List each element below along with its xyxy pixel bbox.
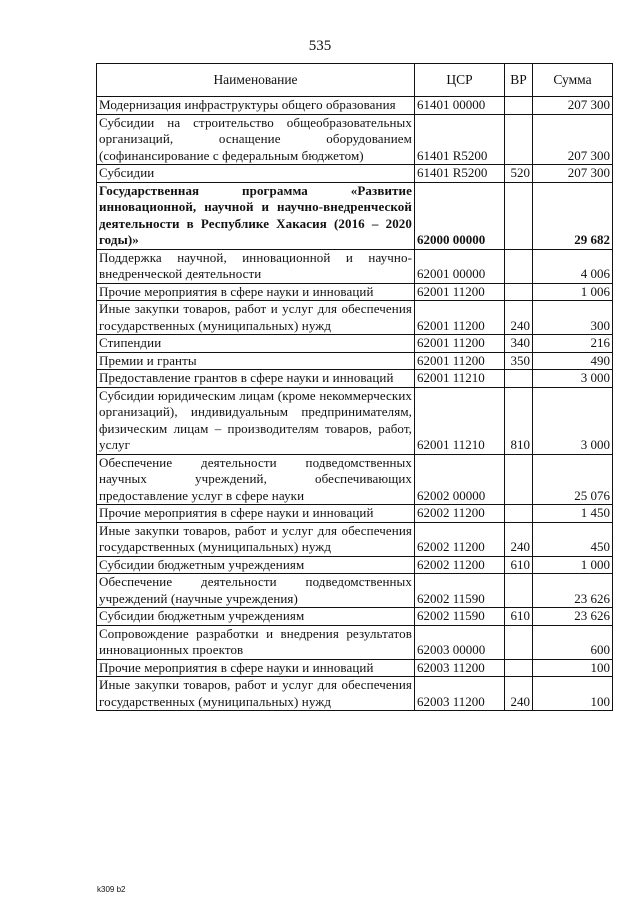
row-name: Прочие мероприятия в сфере науки и инноваций	[97, 283, 415, 301]
row-sum: 207 300	[533, 114, 613, 165]
header-name: Наименование	[97, 64, 415, 97]
row-vr	[505, 370, 533, 388]
row-csr: 62001 11200	[415, 352, 505, 370]
row-csr: 62002 11590	[415, 574, 505, 608]
row-name: Иные закупки товаров, работ и услуг для обеспечения государственных (муниципальных) нужд	[97, 677, 415, 711]
row-name: Модернизация инфраструктуры общего образования	[97, 97, 415, 115]
row-name: Стипендии	[97, 335, 415, 353]
row-vr: 810	[505, 387, 533, 454]
table-row	[97, 283, 613, 301]
table-row	[97, 352, 613, 370]
row-sum: 29 682	[533, 182, 613, 249]
row-vr	[505, 182, 533, 249]
row-csr: 62000 00000	[415, 182, 505, 249]
row-vr	[505, 114, 533, 165]
row-name: Субсидии на строительство общеобразовательных организаций, оснащение оборудованием (софинансирование с федеральным бюджетом)	[97, 114, 415, 165]
row-name: Субсидии юридическим лицам (кроме некоммерческих организаций), индивидуальным предпринимателям, физическим лицам – производителям товаров, работ, услуг	[97, 387, 415, 454]
row-vr	[505, 283, 533, 301]
row-name: Прочие мероприятия в сфере науки и инноваций	[97, 659, 415, 677]
row-csr: 62003 00000	[415, 625, 505, 659]
row-sum: 3 000	[533, 387, 613, 454]
table-row-program	[97, 182, 613, 249]
row-csr: 62001 00000	[415, 249, 505, 283]
row-csr: 62001 11200	[415, 283, 505, 301]
row-csr: 62002 11200	[415, 556, 505, 574]
row-name: Иные закупки товаров, работ и услуг для обеспечения государственных (муниципальных) нужд	[97, 522, 415, 556]
row-sum: 1 000	[533, 556, 613, 574]
row-csr: 62001 11210	[415, 387, 505, 454]
table-row	[97, 370, 613, 388]
row-sum: 207 300	[533, 97, 613, 115]
table-row	[97, 249, 613, 283]
row-name: Субсидии бюджетным учреждениям	[97, 556, 415, 574]
row-name: Поддержка научной, инновационной и научно-внедренческой деятельности	[97, 249, 415, 283]
row-vr: 240	[505, 677, 533, 711]
row-vr: 340	[505, 335, 533, 353]
row-name: Сопровождение разработки и внедрения результатов инновационных проектов	[97, 625, 415, 659]
table-row	[97, 677, 613, 711]
row-vr	[505, 249, 533, 283]
table-row	[97, 625, 613, 659]
table-row	[97, 454, 613, 505]
row-name: Прочие мероприятия в сфере науки и инноваций	[97, 505, 415, 523]
table-row	[97, 522, 613, 556]
row-name: Обеспечение деятельности подведомственных учреждений (научные учреждения)	[97, 574, 415, 608]
row-vr	[505, 505, 533, 523]
row-name: Субсидии бюджетным учреждениям	[97, 608, 415, 626]
row-vr: 610	[505, 556, 533, 574]
table-row	[97, 574, 613, 608]
row-sum: 216	[533, 335, 613, 353]
header-vr: ВР	[505, 64, 533, 97]
row-vr	[505, 659, 533, 677]
table-row	[97, 659, 613, 677]
table-row	[97, 97, 613, 115]
row-csr: 62001 11200	[415, 301, 505, 335]
row-sum: 100	[533, 659, 613, 677]
row-name: Иные закупки товаров, работ и услуг для обеспечения государственных (муниципальных) нужд	[97, 301, 415, 335]
row-vr	[505, 454, 533, 505]
row-vr	[505, 97, 533, 115]
table-row	[97, 556, 613, 574]
row-vr: 240	[505, 522, 533, 556]
row-csr: 62001 11200	[415, 335, 505, 353]
row-csr: 61401 R5200	[415, 114, 505, 165]
row-vr: 520	[505, 165, 533, 183]
row-csr: 62003 11200	[415, 677, 505, 711]
table-row	[97, 608, 613, 626]
row-sum: 4 006	[533, 249, 613, 283]
table-row	[97, 301, 613, 335]
row-csr: 61401 00000	[415, 97, 505, 115]
table-row	[97, 387, 613, 454]
row-sum: 300	[533, 301, 613, 335]
row-sum: 23 626	[533, 608, 613, 626]
row-vr	[505, 625, 533, 659]
header-sum: Сумма	[533, 64, 613, 97]
row-sum: 23 626	[533, 574, 613, 608]
row-vr: 240	[505, 301, 533, 335]
row-sum: 1 006	[533, 283, 613, 301]
row-csr: 62001 11210	[415, 370, 505, 388]
row-sum: 600	[533, 625, 613, 659]
row-name: Государственная программа «Развитие инновационной, научной и научно-внедренческой деятельности в Республике Хакасия (2016 – 2020 годы)»	[97, 182, 415, 249]
row-sum: 490	[533, 352, 613, 370]
row-csr: 62002 11590	[415, 608, 505, 626]
row-name: Обеспечение деятельности подведомственных научных учреждений, обеспечивающих предоставление услуг в сфере науки	[97, 454, 415, 505]
table-row	[97, 335, 613, 353]
row-sum: 1 450	[533, 505, 613, 523]
row-name: Субсидии	[97, 165, 415, 183]
page-number: 535	[308, 38, 332, 54]
row-csr: 62003 11200	[415, 659, 505, 677]
row-name: Предоставление грантов в сфере науки и инноваций	[97, 370, 415, 388]
row-csr: 61401 R5200	[415, 165, 505, 183]
footer-code: k309 b2	[97, 885, 126, 894]
row-sum: 207 300	[533, 165, 613, 183]
row-csr: 62002 11200	[415, 505, 505, 523]
row-csr: 62002 00000	[415, 454, 505, 505]
table-header-row	[97, 64, 613, 97]
table-row	[97, 505, 613, 523]
row-name: Премии и гранты	[97, 352, 415, 370]
table-row	[97, 165, 613, 183]
header-csr: ЦСР	[415, 64, 505, 97]
row-vr: 610	[505, 608, 533, 626]
table-row	[97, 114, 613, 165]
row-sum: 25 076	[533, 454, 613, 505]
row-sum: 3 000	[533, 370, 613, 388]
row-csr: 62002 11200	[415, 522, 505, 556]
row-vr: 350	[505, 352, 533, 370]
row-vr	[505, 574, 533, 608]
row-sum: 450	[533, 522, 613, 556]
budget-table	[96, 63, 613, 711]
row-sum: 100	[533, 677, 613, 711]
